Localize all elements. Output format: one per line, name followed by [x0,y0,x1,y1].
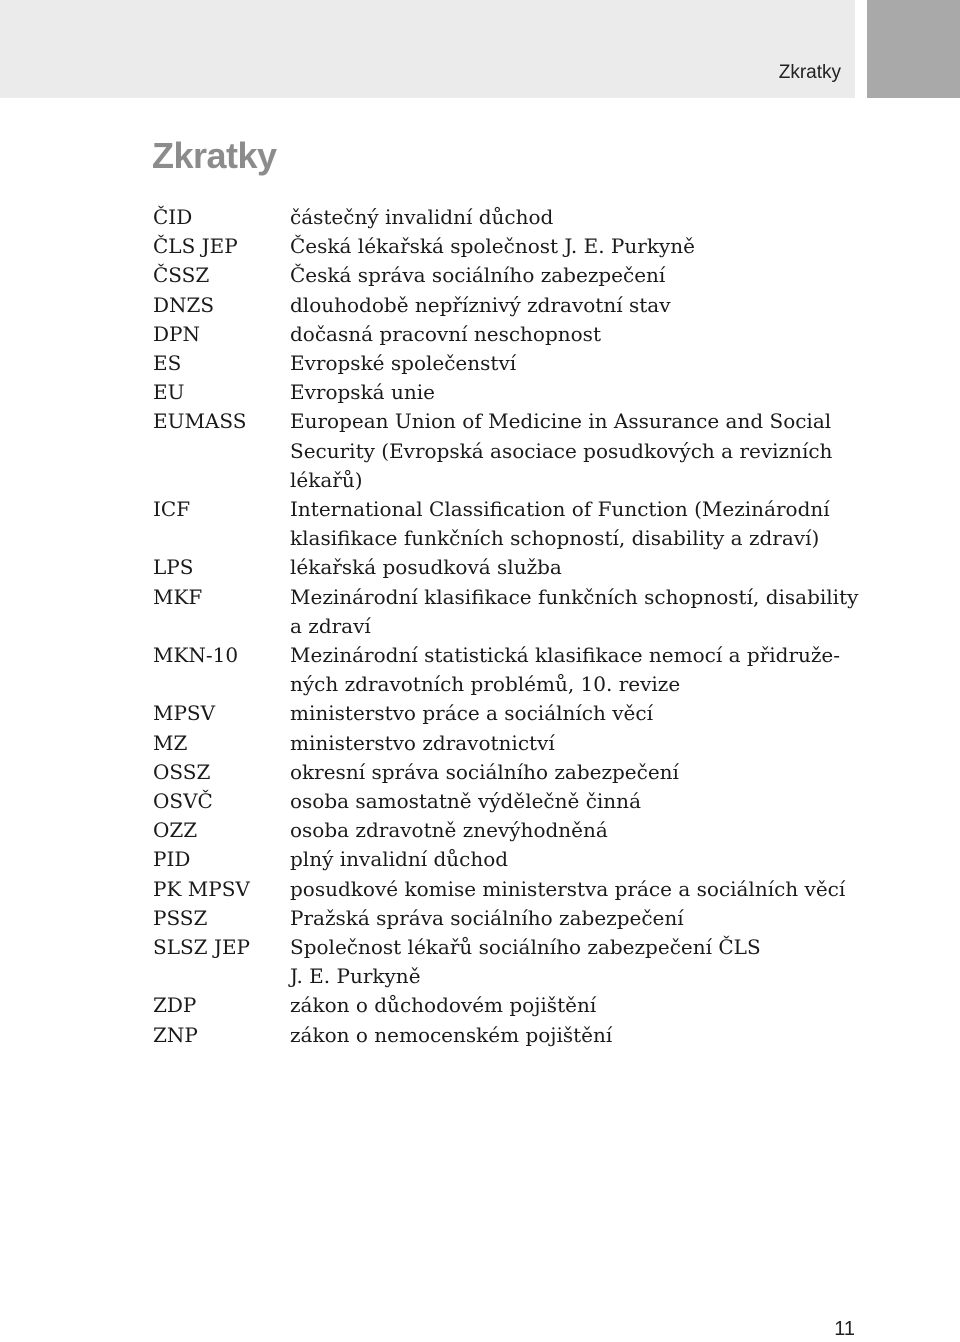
definition-line: okresní správa sociálního zabezpečení [290,759,679,784]
abbreviation-row [153,991,863,1020]
abbreviation-row [153,495,863,553]
definition-line: Společnost lékařů sociálního zabezpečení ČLS [290,935,761,960]
abbreviation: PSSZ [153,905,208,930]
abbreviation-row [153,699,863,728]
definition [290,875,863,904]
definition [290,816,863,845]
definition-line: J. E. Purkyně [290,964,421,989]
definition [290,583,863,641]
abbreviation-row [153,320,863,349]
page-number: 11 [834,1318,855,1340]
abbreviation: ZNP [153,1022,198,1047]
definition [290,758,863,787]
abbreviation: PID [153,847,191,872]
abbreviation: DPN [153,321,200,346]
abbreviation-row [153,291,863,320]
definition [290,378,863,407]
abbreviation-row [153,407,863,495]
abbreviation: ES [153,351,182,376]
definition-line: osoba zdravotně znevýhodněná [290,818,608,843]
definition [290,729,863,758]
definition-line: částečný invalidní důchod [290,205,554,229]
definition-line: ných zdravotních problémů, 10. revize [290,672,681,697]
abbreviation: OSVČ [153,789,213,814]
definition-line: zákon o nemocenském pojištění [290,1022,613,1047]
definition [290,349,863,378]
abbreviation-row [153,378,863,407]
definition-line: ministerstvo zdravotnictví [290,730,555,755]
abbreviation-row [153,232,863,261]
definition-line: Česká lékařská společnost J. E. Purkyně [290,234,695,259]
abbreviation-row [153,787,863,816]
abbreviation-row [153,553,863,582]
definition-line: posudkové komise ministerstva práce a sociálních věcí [290,876,846,901]
abbreviation-row [153,583,863,641]
definition-line: dlouhodobě nepříznivý zdravotní stav [290,292,671,317]
definition-line: Česká správa sociálního zabezpečení [290,263,666,288]
abbreviation-row [153,203,863,232]
abbreviation: LPS [153,555,194,580]
definition-line: Evropské společenství [290,351,517,376]
definition-line: Pražská správa sociálního zabezpečení [290,905,684,930]
chapter-tab [867,0,960,98]
definition [290,232,863,261]
definition-line: European Union of Medicine in Assurance and Social [290,409,832,434]
definition-line: a zdraví [290,613,371,638]
definition [290,787,863,816]
abbreviation-row [153,729,863,758]
running-head: Zkratky [778,62,841,83]
definition-line: International Classification of Function (Mezinárodní [290,497,830,522]
definition [290,407,863,495]
definition-line: zákon o důchodovém pojištění [290,993,597,1018]
abbreviation: PK MPSV [153,876,250,901]
abbreviation: DNZS [153,292,215,317]
abbreviation: OZZ [153,818,198,843]
definition-line: klasifikace funkčních schopností, disability a zdraví) [290,526,820,551]
definition [290,203,863,232]
abbreviation: MPSV [153,701,216,726]
abbreviation-row [153,349,863,378]
abbreviation: ČLS JEP [153,234,238,259]
abbreviation-list [153,203,863,1050]
abbreviation: ICF [153,497,191,522]
definition-line: Mezinárodní klasifikace funkčních schopností, disability [290,584,859,609]
definition-line: lékařská posudková služba [290,555,562,580]
abbreviation: ČSSZ [153,263,210,288]
abbreviation-row [153,845,863,874]
abbreviation-row [153,816,863,845]
definition-line: lékařů) [290,467,363,492]
definition-line: ministerstvo práce a sociálních věcí [290,701,653,726]
definition [290,904,863,933]
page-title: Zkratky [152,135,277,176]
definition-line: osoba samostatně výdělečně činná [290,789,641,814]
definition [290,845,863,874]
abbreviation-row [153,933,863,991]
abbreviation: MKF [153,584,203,609]
abbreviation-row [153,758,863,787]
abbreviation: MKN-10 [153,643,239,668]
definition [290,495,863,553]
abbreviation: ČID [153,205,193,229]
abbreviation-row [153,904,863,933]
abbreviation-row [153,261,863,290]
definition [290,320,863,349]
definition [290,291,863,320]
definition [290,933,863,991]
abbreviation: ZDP [153,993,197,1018]
definition-line: dočasná pracovní neschopnost [290,321,601,346]
abbreviation-row [153,641,863,699]
definition-line: Mezinárodní statistická klasifikace nemocí a přidruže- [290,643,841,668]
abbreviation: OSSZ [153,759,211,784]
abbreviation: EU [153,380,185,405]
abbreviation: SLSZ JEP [153,935,251,960]
abbreviation-row [153,1021,863,1050]
definition [290,991,863,1020]
definition [290,1021,863,1050]
definition [290,553,863,582]
definition-line: plný invalidní důchod [290,847,509,872]
abbreviation: EUMASS [153,409,247,434]
abbreviation-row [153,875,863,904]
definition-line: Security (Evropská asociace posudkových a revizních [290,438,833,463]
abbreviation: MZ [153,730,188,755]
definition [290,699,863,728]
definition [290,641,863,699]
definition-line: Evropská unie [290,380,435,405]
definition [290,261,863,290]
